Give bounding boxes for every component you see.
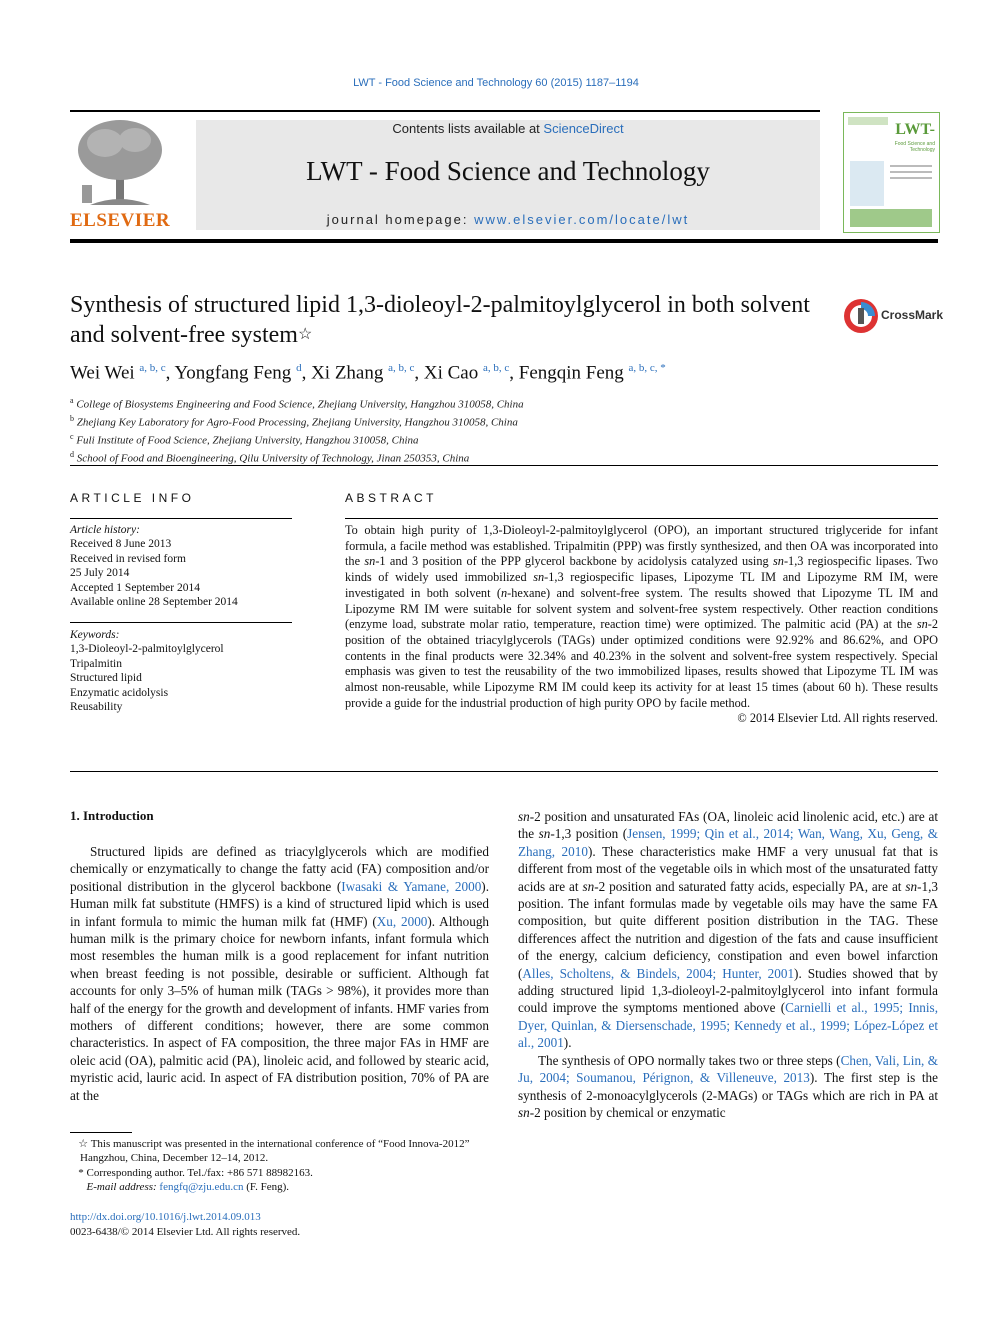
article-history: Article history: Received 8 June 2013 Received in revised form 25 July 2014 Accepted 1 September 2014 Available online 28 September 2014 <box>70 523 292 609</box>
doi-link[interactable]: http://dx.doi.org/10.1016/j.lwt.2014.09.013 <box>70 1211 261 1223</box>
crossmark-label: CrossMark <box>881 308 944 322</box>
citation-link[interactable]: Jensen, 1999; Qin et al., 2014; Wan, Wang, Xu, Geng, & Zhang, 2010 <box>518 826 938 859</box>
keyword: Reusability <box>70 701 123 714</box>
author-affil-marks[interactable]: a, b, c <box>482 362 510 374</box>
citation-link[interactable]: Alles, Scholtens, & Bindels, 2004; Hunter, 2001 <box>522 965 795 981</box>
article-title: Synthesis of structured lipid 1,3-dioleoyl-2-palmitoylglycerol in both solvent and solvent-free system☆ <box>70 292 810 348</box>
title-footnote-mark[interactable]: ☆ <box>297 326 313 343</box>
footnotes <box>70 1137 489 1195</box>
footnote-conference: ☆ This manuscript was presented in the international conference of “Food Innova-2012” Hangzhou, China, December 12–14, 2012. <box>78 1138 470 1165</box>
homepage-link[interactable]: www.elsevier.com/locate/lwt <box>474 212 690 227</box>
elsevier-wordmark: ELSEVIER <box>70 210 171 231</box>
abstract-copyright: © 2014 Elsevier Ltd. All rights reserved. <box>737 711 938 726</box>
affiliation: $^c$ Fuli Institute of Food Science, Zhejiang University, Hangzhou 310058, China <box>70 432 419 447</box>
abstract-body: To obtain high purity of 1,3-Dioleoyl-2-palmitoylglycerol (OPO), an important structured triglyceride for infant formula, a facile method was established. Tripalmitin (PPP) was firstly synthesized, and then OA was incorporated into the sn-1 and 3 position of the PPP glycerol backbone by acidolysis catalyzed using sn-1,3 regiospecific lipases. Two kinds of widely used immobilized sn-1,3 regiospecific lipases, Lipozyme TL IM and Lipozyme RM IM, were investigated in both solvent (n-hexane) and solvent-free system. The results showed that Lipozyme TL IM and Lipozyme RM IM were suitable for solvent system and solvent-free system respectively. Other reaction conditions (enzyme load, substrate molar ratio, temperature, reaction time) were optimized. The palmitic acid (PA) at the sn-2 position of the obtained triacylglycerols (TAGs) under optimized conditions were 92.92% and 86.62%, and OPO contents in the final products were 32.34% and 40.23% in the solvent and solvent-free system respectively. Special emphasis was given to test the reusability of the two immobilized lipases, results showed that Lipozyme TL IM was almost non-reusable, while Lipozyme RM IM could keep its activity for at least 15 times (about 60 h). These results provide a guide for the industrial production of high purity OPO by facile method. © 2014 Elsevier Ltd. All rights reserved. <box>345 523 939 726</box>
cover-footer-band <box>850 209 932 227</box>
author-affil-marks[interactable]: a, b, c, * <box>628 362 666 374</box>
crossmark-badge[interactable] <box>843 296 943 336</box>
author-list: Wei Wei $^{a, b, c}$, Yongfang Feng $^d$, Xi Zhang $^{a, b, c}$, Xi Cao $^{a, b, c}$, Fengqin Feng $^{a, b, c, *}$ <box>70 362 666 384</box>
author-name[interactable]: Yongfang Feng <box>174 362 292 384</box>
citation-link[interactable]: Iwasaki & Yamane, 2000 <box>341 878 482 894</box>
footnote-corresponding: * Corresponding author. Tel./fax: +86 571 88982163. <box>78 1166 313 1179</box>
keyword: 1,3-Dioleoyl-2-palmitoylglycerol <box>70 643 224 656</box>
abstract-rule <box>345 518 938 519</box>
contents-line: Contents lists available at ScienceDirect <box>392 121 624 136</box>
footnote-rule <box>70 1132 132 1133</box>
citation-link[interactable]: Carnielli et al., 1995; Innis, Dyer, Quinlan, & Diersenschade, 1995; Kennedy et al., 1999; López-López et al., 2001 <box>518 1000 938 1051</box>
cover-title: LWT- <box>895 121 935 138</box>
author-name[interactable]: Xi Cao <box>423 362 479 384</box>
affiliation: $^a$ College of Biosystems Engineering and Food Science, Zhejiang University, Hangzhou 310058, China <box>70 396 524 411</box>
header-rule <box>70 110 820 112</box>
intro-column-right: sn-2 position and unsaturated FAs (OA, linoleic acid linolenic acid, etc.) are at the sn-1,3 position (Jensen, 1999; Qin et al., 2014; Wan, Wang, Xu, Geng, & Zhang, 2010). These characteristics make HMF a very unusual fat that is different from most of the vegetable oils in which most of the unsaturated fatty acids are at sn-2 position and saturated fatty acids, especially PA, are at sn-1,3 position. The infant formulas made by vegetable oils may have the same FA composition, but quite different position distribution in the TAG. These differences affect the nutrition and digestion of the fats and cause insufficient of the energy, calcium deficiency, constipation and even bowel infarction (Alles, Scholtens, & Bindels, 2004; Hunter, 2001). Studies showed that by adding structured lipid 1,3-dioleoyl-2-palmitoylglycerol into infant formula could improve the symptoms mentioned above (Carnielli et al., 1995; Innis, Dyer, Quinlan, & Diersenschade, 1995; Kennedy et al., 1999; López-López et al., 2001). The synthesis of OPO normally takes two or three steps (Chen, Vali, Lin, & Ju, 2004; Soumanou, Pérignon, & Villeneuve, 2013). The first step is the synthesis of 2-monoacylglycerols (2-MAGs) or TAGs which are rich in PA at sn-2 position by chemical or enzymatic <box>518 809 939 1120</box>
email-link[interactable]: fengfq@zju.edu.cn <box>159 1181 244 1194</box>
affiliations <box>70 394 938 466</box>
issn-line: 0023-6438/© 2014 Elsevier Ltd. All rights reserved. <box>70 1226 301 1238</box>
history-entry: Available online 28 September 2014 <box>70 596 238 609</box>
article-info-rule <box>70 518 292 519</box>
section-rule <box>70 465 938 466</box>
history-entry: Accepted 1 September 2014 <box>70 581 200 594</box>
history-entry: Received in revised form <box>70 552 186 565</box>
author-name[interactable]: Fengqin Feng <box>518 362 624 384</box>
history-entry: 25 July 2014 <box>70 567 130 580</box>
author-affil-marks[interactable]: a, b, c <box>139 362 166 374</box>
intro-column-left: Structured lipids are defined as triacylglycerols which are modified chemically or enzymatically to change the fatty acid (FA) composition and/or positional distribution in the glycerol backbone (Iwasaki & Yamane, 2000). Human milk fat substitute (HMFS) is a kind of structured lipid which is used in infant formula to mimic the human milk fat (HMF) (Xu, 2000). Although human milk is the primary choice for newborn infants, infant formula which most resembles the human milk is a good replacement for infant nutrition when breast feeding is not possible, desirable or sufficient. Although fat accounts for only 3–5% of human milk (TAGs > 98%), it provides more than half of the energy for the growth and development of infants. HMF varies from mothers of different conditions; however, there are some common characteristics. In aspect of FA composition, the three major FAs in HMF are oleic acid (OA), palmitic acid (PA), linoleic acid, and followed by stearic acid, myristic acid, lauric acid. In aspect of FA distribution position, 70% of PA are at the <box>70 844 490 1103</box>
journal-title: LWT - Food Science and Technology <box>306 156 710 186</box>
header-thick-rule <box>70 239 938 243</box>
author-name[interactable]: Xi Zhang <box>311 362 384 384</box>
keywords-rule <box>70 622 292 623</box>
cover-band <box>848 117 888 125</box>
citation-link[interactable]: Chen, Vali, Lin, & Ju, 2004; Soumanou, Pérignon, & Villeneuve, 2013 <box>518 1052 938 1086</box>
sciencedirect-link[interactable]: ScienceDirect <box>543 121 624 136</box>
history-entry: Received 8 June 2013 <box>70 538 172 551</box>
journal-reference[interactable]: LWT - Food Science and Technology 60 (2015) 1187–1194 <box>353 77 639 89</box>
journal-homepage: journal homepage: www.elsevier.com/locate/lwt <box>326 212 690 227</box>
cover-image <box>850 161 884 206</box>
cover-subtitle: Food Science and Technology <box>894 141 935 153</box>
citation-link[interactable]: Xu, 2000 <box>376 913 428 929</box>
keyword: Tripalmitin <box>70 657 122 670</box>
author-affil-marks[interactable]: d <box>296 362 302 374</box>
keyword: Enzymatic acidolysis <box>70 686 169 699</box>
crossmark-icon <box>843 298 879 334</box>
journal-cover-thumbnail[interactable] <box>843 112 940 233</box>
footnote-email: E-mail address: fengfq@zju.edu.cn (F. Feng). <box>86 1181 290 1194</box>
article-info-heading: ARTICLE INFO <box>70 491 195 505</box>
intro-heading: 1. Introduction <box>70 808 154 823</box>
abstract-heading: ABSTRACT <box>345 491 438 505</box>
body-rule <box>70 771 938 772</box>
author-name[interactable]: Wei Wei <box>70 362 135 384</box>
keyword: Structured lipid <box>70 672 142 685</box>
affiliation: $^d$ School of Food and Bioengineering, Qilu University of Technology, Jinan 250353, China <box>70 450 470 465</box>
author-affil-marks[interactable]: a, b, c <box>388 362 415 374</box>
affiliation: $^b$ Zhejiang Key Laboratory for Agro-Food Processing, Zhejiang University, Hangzhou 310058, China <box>70 414 518 429</box>
keywords: Keywords: 1,3-Dioleoyl-2-palmitoylglycerol Tripalmitin Structured lipid Enzymatic acidolysis Reusability <box>70 628 292 714</box>
